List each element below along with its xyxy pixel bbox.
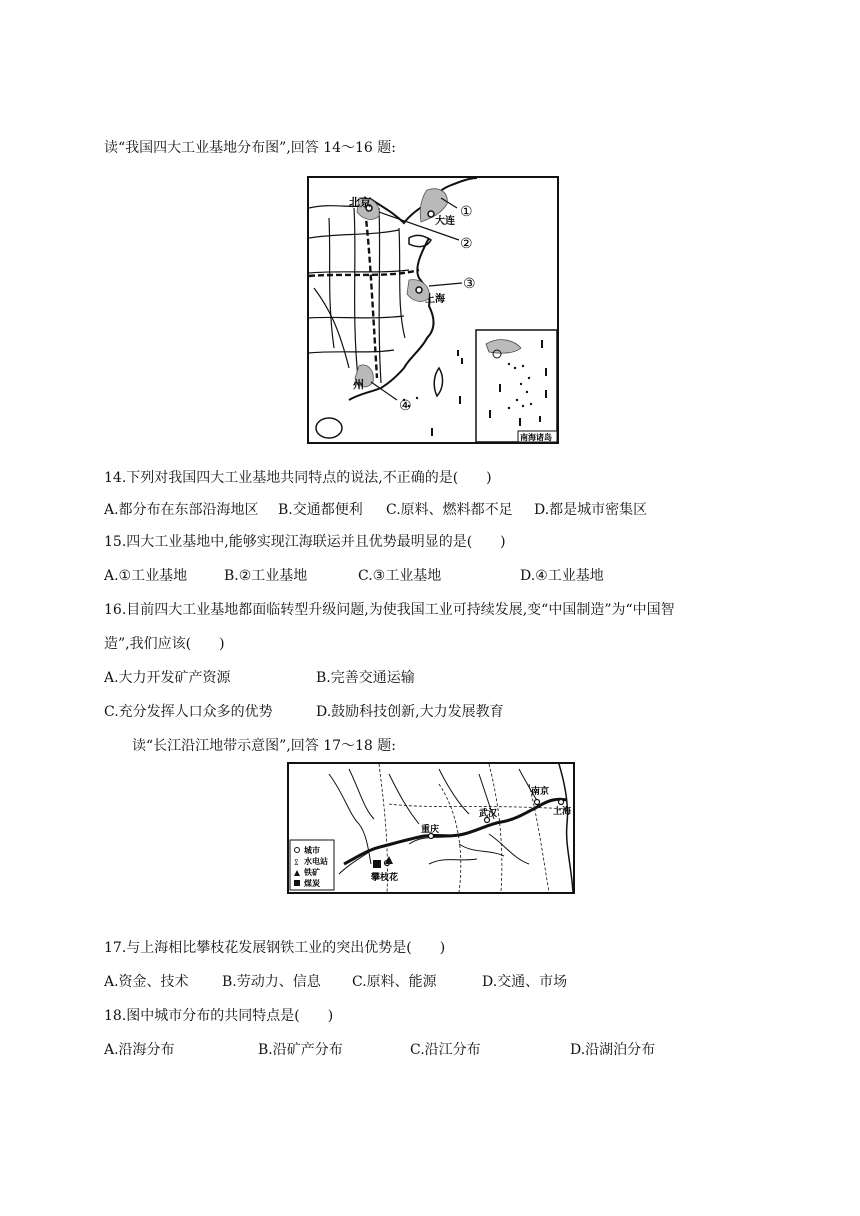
map-label-base-3: ③ — [463, 276, 476, 292]
option-14-a[interactable]: A.都分布在东部沿海地区 — [104, 502, 259, 518]
option-16-b[interactable]: B.完善交通运输 — [316, 670, 415, 686]
yangtze-river-map-drawing — [289, 764, 573, 892]
map-label-beijing: 北京 — [349, 196, 371, 209]
option-17-a[interactable]: A.资金、技术 — [104, 974, 189, 990]
industrial-bases-map-drawing — [309, 178, 557, 442]
intro-question-17-18: 读“长江沿江地带示意图”,回答 17～18 题: — [132, 738, 397, 754]
map-label-nanjing: 南京 — [531, 787, 550, 797]
option-16-c[interactable]: C.充分发挥人口众多的优势 — [104, 704, 273, 720]
question-14-stem: 14.下列对我国四大工业基地共同特点的说法,不正确的是( ) — [104, 470, 492, 486]
yangtze-river-map — [287, 762, 575, 894]
question-16-stem-line1: 16.目前四大工业基地都面临转型升级问题,为使我国工业可持续发展,变“中国制造”为“中国智 — [104, 602, 675, 618]
question-17-stem: 17.与上海相比攀枝花发展钢铁工业的突出优势是( ) — [104, 940, 446, 956]
map-label-panzhihua: 攀枝花 — [371, 873, 399, 883]
intro-question-14-16: 读“我国四大工业基地分布图”,回答 14～16 题: — [104, 140, 397, 156]
option-18-a[interactable]: A.沿海分布 — [104, 1042, 175, 1058]
option-17-d[interactable]: D.交通、市场 — [482, 974, 568, 990]
option-14-b[interactable]: B.交通都便利 — [278, 502, 363, 518]
map-label-base-1: ① — [460, 204, 473, 220]
question-18-stem: 18.图中城市分布的共同特点是( ) — [104, 1008, 334, 1024]
map-label-dalian: 大连 — [435, 216, 455, 227]
map-label-base-2: ② — [460, 236, 473, 252]
option-14-c[interactable]: C.原料、燃料都不足 — [386, 502, 513, 518]
inset-label-south-china-sea: 南海诸岛 — [520, 433, 552, 442]
option-14-d[interactable]: D.都是城市密集区 — [534, 502, 648, 518]
legend-iron-ore: 铁矿 — [304, 868, 320, 877]
map-label-base-4: ④ — [399, 398, 412, 414]
option-18-c[interactable]: C.沿江分布 — [410, 1042, 481, 1058]
question-15-stem: 15.四大工业基地中,能够实现江海联运并且优势最明显的是( ) — [104, 534, 506, 550]
legend-coal: 煤炭 — [304, 879, 320, 888]
legend-city: 城市 — [304, 846, 320, 855]
option-16-d[interactable]: D.鼓励科技创新,大力发展教育 — [316, 704, 504, 720]
option-15-a[interactable]: A.①工业基地 — [104, 568, 188, 584]
hydropower-icon: ೱ — [294, 858, 299, 868]
map-label-shanghai-yangtze: 上海 — [553, 807, 572, 817]
coal-icon — [294, 880, 300, 886]
option-17-b[interactable]: B.劳动力、信息 — [222, 974, 321, 990]
option-17-c[interactable]: C.原料、能源 — [352, 974, 437, 990]
question-16-stem-line2: 造”,我们应该( ) — [104, 636, 225, 652]
map-label-shanghai: 上海 — [425, 294, 445, 305]
option-18-b[interactable]: B.沿矿产分布 — [258, 1042, 343, 1058]
industrial-bases-map — [307, 176, 559, 444]
map-label-chongqing: 重庆 — [421, 825, 440, 835]
option-15-d[interactable]: D.④工业基地 — [520, 568, 604, 584]
map-label-wuhan: 武汉 — [479, 809, 498, 819]
option-15-c[interactable]: C.③工业基地 — [358, 568, 442, 584]
option-15-b[interactable]: B.②工业基地 — [224, 568, 308, 584]
option-16-a[interactable]: A.大力开发矿产资源 — [104, 670, 231, 686]
map-label-guangzhou: 州 — [353, 378, 364, 391]
option-18-d[interactable]: D.沿湖泊分布 — [570, 1042, 656, 1058]
legend-hydropower: 水电站 — [304, 857, 328, 866]
